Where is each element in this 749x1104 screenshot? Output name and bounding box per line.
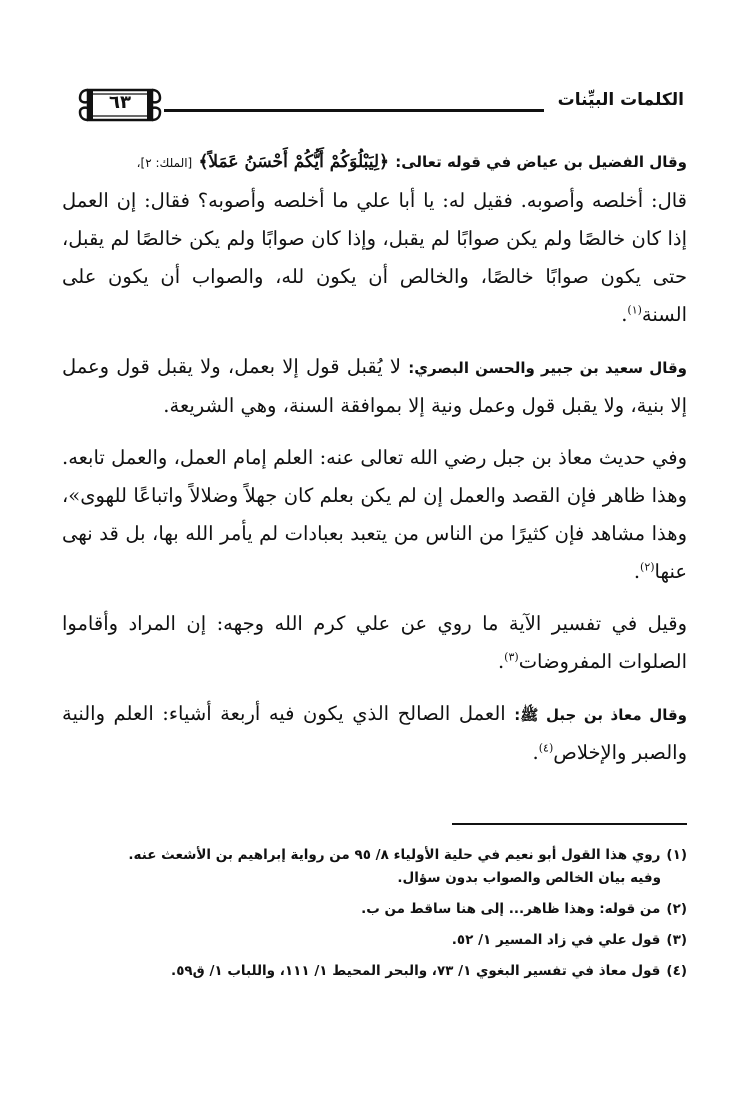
paragraph-5-end: .	[532, 741, 539, 764]
said-ibn-jubayr-lead: وقال سعيد بن جبير والحسن البصري:	[408, 359, 688, 377]
running-title: الكلمات البيِّنات	[557, 90, 684, 110]
footnote-number: (١)	[666, 847, 687, 863]
page-header	[78, 82, 684, 132]
footnote-number: (٤)	[666, 963, 687, 979]
footnote-text: قول معاذ في تفسير البغوي ١/ ٧٣، والبحر المحيط ١/ ١١١، واللباب ١/ ق٥٩.	[171, 963, 661, 979]
paragraph-1-end: .	[621, 303, 628, 326]
paragraph-3-text: وفي حديث معاذ بن جبل رضي الله تعالى عنه: العلم إمام العمل، والعمل تابعه. وهذا ظاهر فإن القصد والعمل إن لم يكن بعلم كان جهلاً وضلالاً واتباعًا للهوى»، وهذا مشاهد فإن كثيرًا من الناس من يتعبد بعبادات لم يأمر الله بها، بل قد نهى عنها	[62, 446, 687, 583]
paragraph-4-text: وقيل في تفسير الآية ما روي عن علي كرم الله وجهه: إن المراد وأقاموا الصلوات المفروضات	[62, 612, 687, 673]
footnote-mark-1[interactable]: (١)	[627, 303, 642, 317]
footnote-3	[62, 929, 687, 951]
paragraph-3	[62, 439, 687, 591]
footnote-text: قول علي في زاد المسير ١/ ٥٢.	[451, 932, 661, 948]
page-number-badge	[78, 82, 162, 128]
paragraph-1-text: قال: أخلصه وأصوبه. فقيل له: يا أبا علي ما أخلصه وأصوبه؟ فقال: إن العمل إذا كان خالصًا ولم يكن صوابًا لم يقبل، وإذا كان صوابًا ولم يكن خالصًا لم يقبل، حتى يكون صوابًا خالصًا، والخالص أن يكون لله، والصواب أن يكون على السنة	[62, 189, 688, 326]
footnote-1	[62, 844, 687, 866]
footnote-text: وفيه بيان الخالص والصواب بدون سؤال.	[397, 870, 661, 886]
footnote-separator	[452, 823, 687, 825]
footnote-2	[62, 898, 687, 920]
paragraph-1	[62, 182, 687, 334]
paragraph-1-lead	[62, 142, 687, 182]
footnote-mark-2[interactable]: (٢)	[640, 560, 655, 574]
main-text	[62, 142, 687, 786]
footnote-4	[62, 960, 687, 982]
footnote-number: (٣)	[666, 932, 687, 948]
fudayl-lead: وقال الفضيل بن عياض في قوله تعالى:	[395, 153, 687, 171]
paragraph-2-text: لا يُقبل قول إلا بعمل، ولا يقبل قول وعمل إلا بنية، ولا يقبل قول وعمل ونية إلا بموافقة السنة، وهي الشريعة.	[62, 355, 687, 417]
header-rule	[164, 109, 544, 112]
footnote-number: (٢)	[666, 901, 687, 917]
muadh-lead: وقال معاذ بن جبل ﷺ:	[514, 706, 688, 724]
page-number: ٦٣	[109, 92, 131, 113]
verse-reference: [الملك: ٢]،	[136, 156, 193, 170]
paragraph-3-end: .	[633, 560, 641, 583]
footnote-mark-3[interactable]: (٣)	[504, 650, 519, 664]
paragraph-4	[62, 605, 687, 681]
paragraph-2	[62, 348, 687, 425]
footnotes	[62, 844, 687, 991]
paragraph-5	[62, 695, 687, 772]
footnote-mark-4[interactable]: (٤)	[538, 741, 554, 755]
footnote-1-continuation	[62, 867, 687, 889]
footnote-text: من قوله: وهذا ظاهر... إلى هنا ساقط من ب.	[361, 901, 661, 917]
footnote-text: روي هذا القول أبو نعيم في حلية الأولياء ٨/ ٩٥ من رواية إبراهيم بن الأشعث عنه.	[128, 847, 661, 863]
paragraph-4-end: .	[497, 650, 505, 673]
paragraph-5-text: العمل الصالح الذي يكون فيه أربعة أشياء: العلم والنية والصبر والإخلاص	[62, 702, 687, 764]
quran-verse: ﴿لِيَبْلُوَكُمْ أَيُّكُمْ أَحْسَنُ عَمَلاً﴾	[198, 152, 389, 172]
